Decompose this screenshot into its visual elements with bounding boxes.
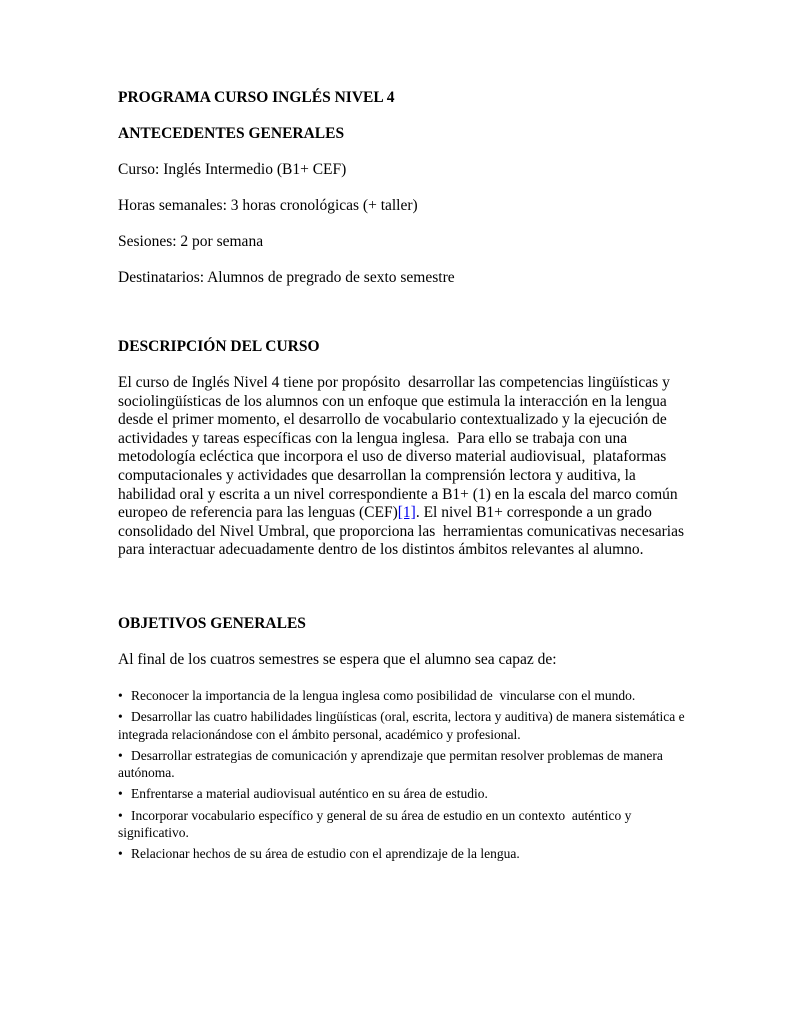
descripcion-paragraph [118, 374, 694, 560]
bullet-dot-icon: • [118, 747, 123, 763]
descripcion-text-after-link: . El nivel B1+ corresponde a un grado consolidado del Nivel Umbral, que proporciona las herramientas comunicativas necesarias para interactuar adecuadamente dentro de los distintos ámbitos relevantes al alumno. [118, 504, 688, 559]
antecedentes-item-horas: Horas semanales: 3 horas cronológicas (+ taller) [118, 197, 418, 214]
objetivos-bullet-5 [118, 807, 694, 842]
bullet-dot-icon: • [118, 846, 123, 862]
bullet-dot-icon: • [118, 786, 123, 802]
objetivos-intro: Al final de los cuatros semestres se espera que el alumno sea capaz de: [118, 650, 557, 668]
objetivos-heading: OBJETIVOS GENERALES [118, 614, 306, 632]
antecedentes-item-sesiones: Sesiones: 2 por semana [118, 233, 264, 250]
antecedentes-heading: ANTECEDENTES GENERALES [118, 125, 345, 142]
bullet-dot-icon: • [118, 807, 123, 823]
bullet-dot-icon: • [118, 709, 123, 725]
objetivos-bullet-5-text: Incorporar vocabulario específico y general de su área de estudio en un contexto auténtico y significativo. [118, 807, 635, 841]
objetivos-bullet-6-text: Relacionar hechos de su área de estudio con el aprendizaje de la lengua. [131, 846, 520, 862]
page-title: PROGRAMA CURSO INGLÉS NIVEL 4 [118, 89, 395, 106]
objetivos-bullet-2 [118, 708, 694, 743]
antecedentes-item-curso: Curso: Inglés Intermedio (B1+ CEF) [118, 161, 347, 178]
descripcion-heading: DESCRIPCIÓN DEL CURSO [118, 338, 320, 355]
bullet-dot-icon: • [118, 687, 123, 703]
objetivos-bullet-1-text: Reconocer la importancia de la lengua inglesa como posibilidad de vincularse con el mundo. [131, 687, 636, 703]
footnote-link-1[interactable]: [1] [397, 504, 416, 522]
objetivos-bullet-1 [118, 687, 694, 705]
objetivos-bullet-6 [118, 845, 694, 863]
objetivos-bullet-4 [118, 785, 694, 803]
descripcion-text-before-link: El curso de Inglés Nivel 4 tiene por propósito desarrollar las competencias lingüísticas y sociolingüísticas de los alumnos con un enfoque que estimula la interacción en la lengua desde el primer momento, el desarrollo de vocabulario contextualizado y la ejecución de actividades y tareas específicas con la lengua inglesa. Para ello se trabaja con una metodología ecléctica que incorpora el uso de diverso material audiovisual, plataformas computacionales y actividades que desarrollan la comprensión lectora y auditiva, la habilidad oral y escrita a un nivel correspondiente a B1+ (1) en la escala del marco común europeo de referencia para las lenguas (CEF) [118, 374, 682, 522]
objetivos-bullet-2-text: Desarrollar las cuatro habilidades lingüísticas (oral, escrita, lectora y auditiva) de manera sistemática e integrada relacionándose con el ámbito personal, académico y profesional. [118, 709, 689, 742]
objetivos-bullet-3-text: Desarrollar estrategias de comunicación y aprendizaje que permitan resolver problemas de manera autónoma. [118, 747, 667, 781]
objetivos-bullet-4-text: Enfrentarse a material audiovisual auténtico en su área de estudio. [131, 786, 488, 802]
objetivos-bullet-3 [118, 747, 694, 782]
objetivos-bullet-list [118, 687, 694, 863]
antecedentes-item-destinatarios: Destinatarios: Alumnos de pregrado de sexto semestre [118, 269, 455, 286]
